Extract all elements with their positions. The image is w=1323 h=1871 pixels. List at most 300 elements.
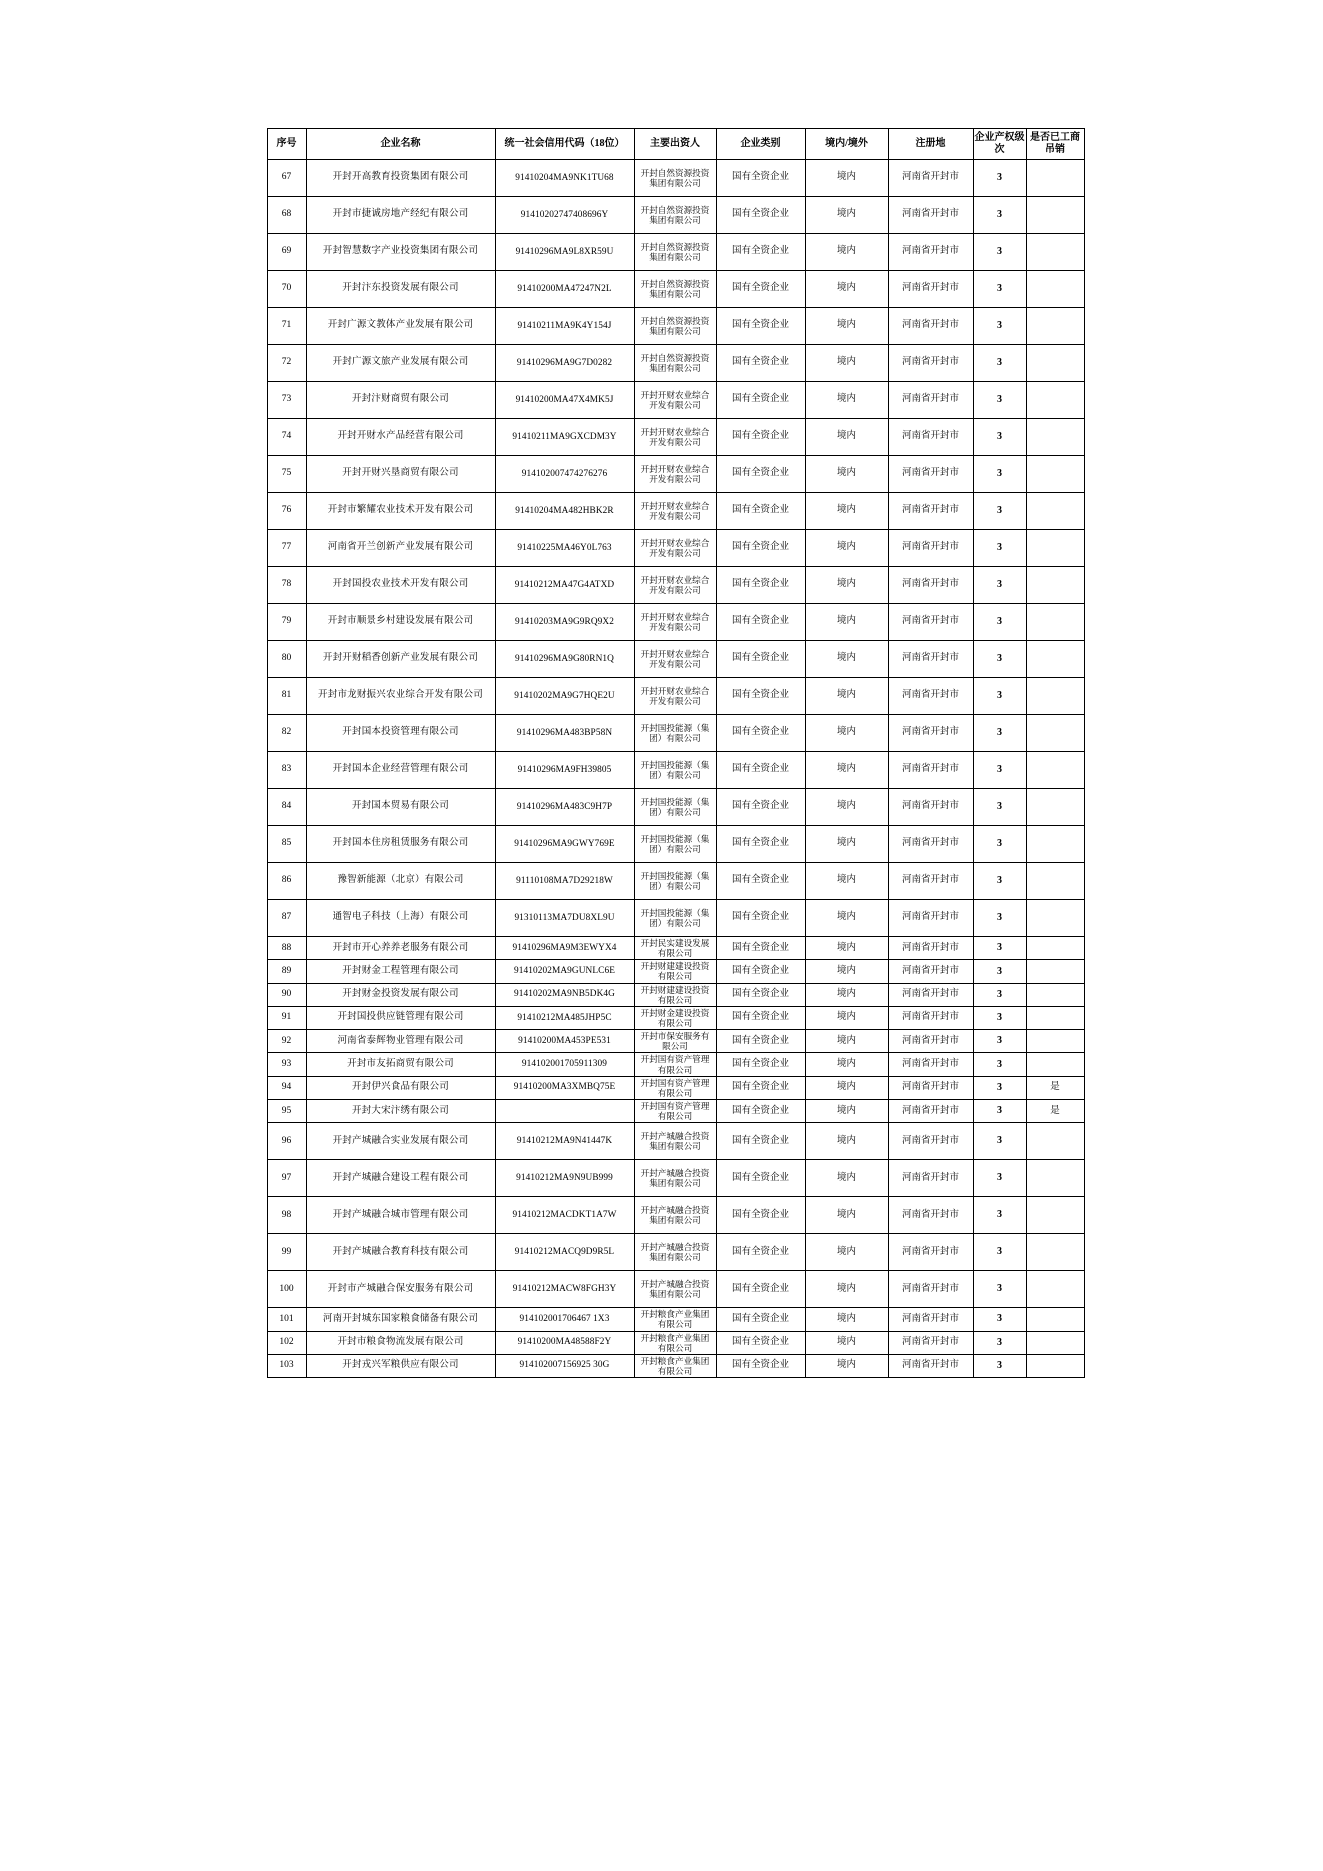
cell-regplace: 河南省开封市 [888, 160, 973, 197]
cell-territory: 境内 [805, 715, 888, 752]
cell-territory: 境内 [805, 937, 888, 960]
cell-territory: 境内 [805, 234, 888, 271]
cell-investor: 开封开财农业综合开发有限公司 [634, 604, 716, 641]
cell-seq: 71 [267, 308, 306, 345]
cell-seq: 92 [267, 1030, 306, 1053]
table-row [267, 1234, 1084, 1271]
cell-seq: 91 [267, 1006, 306, 1029]
cell-investor: 开封开财农业综合开发有限公司 [634, 419, 716, 456]
cell-seq: 81 [267, 678, 306, 715]
cell-code: 91410200MA48588F2Y [495, 1331, 634, 1354]
cell-investor: 开封产城融合投资集团有限公司 [634, 1271, 716, 1308]
cell-investor: 开封开财农业综合开发有限公司 [634, 567, 716, 604]
table-row [267, 789, 1084, 826]
cell-cancelled [1026, 1271, 1084, 1308]
table-row [267, 1030, 1084, 1053]
cell-regplace: 河南省开封市 [888, 382, 973, 419]
cell-type: 国有全资企业 [716, 1076, 805, 1099]
cell-territory: 境内 [805, 1053, 888, 1076]
cell-code: 91410202MA9G7HQE2U [495, 678, 634, 715]
cell-regplace: 河南省开封市 [888, 752, 973, 789]
cell-level: 3 [973, 1197, 1026, 1234]
cell-regplace: 河南省开封市 [888, 456, 973, 493]
cell-seq: 77 [267, 530, 306, 567]
cell-territory: 境内 [805, 1197, 888, 1234]
cell-cancelled [1026, 900, 1084, 937]
cell-investor: 开封开财农业综合开发有限公司 [634, 382, 716, 419]
table-row [267, 234, 1084, 271]
column-header-regplace: 注册地 [888, 129, 973, 160]
table-row [267, 1123, 1084, 1160]
cell-level: 3 [973, 900, 1026, 937]
cell-cancelled [1026, 826, 1084, 863]
cell-level: 3 [973, 1354, 1026, 1377]
cell-investor: 开封国有资产管理有限公司 [634, 1053, 716, 1076]
cell-code: 91410212MA485JHP5C [495, 1006, 634, 1029]
cell-regplace: 河南省开封市 [888, 419, 973, 456]
cell-investor: 开封粮食产业集团有限公司 [634, 1308, 716, 1331]
cell-territory: 境内 [805, 604, 888, 641]
cell-seq: 98 [267, 1197, 306, 1234]
cell-investor: 开封产城融合投资集团有限公司 [634, 1234, 716, 1271]
table-row [267, 1308, 1084, 1331]
cell-name: 开封市友拓商贸有限公司 [306, 1053, 495, 1076]
cell-name: 开封大宋汴绣有限公司 [306, 1099, 495, 1122]
cell-name: 开封产城融合城市管理有限公司 [306, 1197, 495, 1234]
table-row [267, 419, 1084, 456]
cell-territory: 境内 [805, 197, 888, 234]
cell-investor: 开封财建建设投资有限公司 [634, 960, 716, 983]
cell-code: 91310113MA7DU8XL9U [495, 900, 634, 937]
cell-territory: 境内 [805, 1331, 888, 1354]
cell-seq: 69 [267, 234, 306, 271]
cell-type: 国有全资企业 [716, 456, 805, 493]
cell-code: 91410296MA9G7D0282 [495, 345, 634, 382]
cell-territory: 境内 [805, 567, 888, 604]
cell-cancelled [1026, 530, 1084, 567]
cell-type: 国有全资企业 [716, 678, 805, 715]
cell-code: 91410296MA9G80RN1Q [495, 641, 634, 678]
cell-type: 国有全资企业 [716, 1331, 805, 1354]
cell-cancelled [1026, 1160, 1084, 1197]
table-row [267, 197, 1084, 234]
cell-investor: 开封开财农业综合开发有限公司 [634, 641, 716, 678]
cell-type: 国有全资企业 [716, 1271, 805, 1308]
cell-name: 开封开高教育投资集团有限公司 [306, 160, 495, 197]
cell-seq: 83 [267, 752, 306, 789]
cell-name: 开封汴财商贸有限公司 [306, 382, 495, 419]
cell-investor: 开封民实建设发展有限公司 [634, 937, 716, 960]
column-header-cancelled: 是否已工商吊销 [1026, 129, 1084, 160]
cell-name: 开封财金工程管理有限公司 [306, 960, 495, 983]
cell-regplace: 河南省开封市 [888, 863, 973, 900]
cell-investor: 开封国投能源（集团）有限公司 [634, 900, 716, 937]
cell-cancelled [1026, 567, 1084, 604]
column-header-name: 企业名称 [306, 129, 495, 160]
cell-code: 91410204MA482HBK2R [495, 493, 634, 530]
cell-type: 国有全资企业 [716, 789, 805, 826]
cell-cancelled [1026, 1006, 1084, 1029]
table-row [267, 752, 1084, 789]
cell-seq: 97 [267, 1160, 306, 1197]
cell-territory: 境内 [805, 345, 888, 382]
cell-cancelled [1026, 1030, 1084, 1053]
column-header-type: 企业类别 [716, 129, 805, 160]
cell-type: 国有全资企业 [716, 493, 805, 530]
cell-seq: 95 [267, 1099, 306, 1122]
cell-type: 国有全资企业 [716, 1234, 805, 1271]
cell-investor: 开封国投能源（集团）有限公司 [634, 715, 716, 752]
cell-name: 开封国本贸易有限公司 [306, 789, 495, 826]
cell-regplace: 河南省开封市 [888, 715, 973, 752]
cell-investor: 开封产城融合投资集团有限公司 [634, 1197, 716, 1234]
cell-cancelled [1026, 1123, 1084, 1160]
cell-seq: 67 [267, 160, 306, 197]
cell-type: 国有全资企业 [716, 197, 805, 234]
cell-type: 国有全资企业 [716, 1099, 805, 1122]
cell-code: 91110108MA7D29218W [495, 863, 634, 900]
cell-code: 91410202MA9NB5DK4G [495, 983, 634, 1006]
cell-name: 开封市粮食物流发展有限公司 [306, 1331, 495, 1354]
table-row [267, 1053, 1084, 1076]
cell-code: 91410296MA483C9H7P [495, 789, 634, 826]
cell-investor: 开封产城融合投资集团有限公司 [634, 1160, 716, 1197]
cell-code: 914102001706467 1X3 [495, 1308, 634, 1331]
cell-seq: 96 [267, 1123, 306, 1160]
cell-territory: 境内 [805, 789, 888, 826]
cell-level: 3 [973, 382, 1026, 419]
cell-code: 91410296MA9L8XR59U [495, 234, 634, 271]
cell-name: 开封开财水产品经营有限公司 [306, 419, 495, 456]
cell-seq: 74 [267, 419, 306, 456]
cell-regplace: 河南省开封市 [888, 1331, 973, 1354]
cell-territory: 境内 [805, 1030, 888, 1053]
cell-type: 国有全资企业 [716, 382, 805, 419]
cell-regplace: 河南省开封市 [888, 641, 973, 678]
cell-regplace: 河南省开封市 [888, 1234, 973, 1271]
column-header-level: 企业产权级次 [973, 129, 1026, 160]
cell-level: 3 [973, 271, 1026, 308]
cell-seq: 90 [267, 983, 306, 1006]
table-row [267, 382, 1084, 419]
cell-regplace: 河南省开封市 [888, 493, 973, 530]
cell-level: 3 [973, 1331, 1026, 1354]
cell-seq: 87 [267, 900, 306, 937]
cell-level: 3 [973, 1271, 1026, 1308]
cell-code: 91410212MA47G4ATXD [495, 567, 634, 604]
cell-code: 91410211MA9K4Y154J [495, 308, 634, 345]
cell-investor: 开封自然资源投资集团有限公司 [634, 345, 716, 382]
table-header-row [267, 129, 1084, 160]
cell-level: 3 [973, 960, 1026, 983]
cell-level: 3 [973, 1160, 1026, 1197]
cell-level: 3 [973, 641, 1026, 678]
cell-cancelled [1026, 160, 1084, 197]
cell-seq: 78 [267, 567, 306, 604]
table-row [267, 345, 1084, 382]
cell-level: 3 [973, 1030, 1026, 1053]
cell-cancelled [1026, 419, 1084, 456]
cell-territory: 境内 [805, 826, 888, 863]
cell-code: 91410212MA9N9UB999 [495, 1160, 634, 1197]
cell-investor: 开封自然资源投资集团有限公司 [634, 160, 716, 197]
cell-code: 91410203MA9G9RQ9X2 [495, 604, 634, 641]
cell-name: 开封开财稻香创新产业发展有限公司 [306, 641, 495, 678]
cell-territory: 境内 [805, 1006, 888, 1029]
cell-cancelled [1026, 493, 1084, 530]
cell-cancelled [1026, 382, 1084, 419]
cell-investor: 开封粮食产业集团有限公司 [634, 1354, 716, 1377]
cell-level: 3 [973, 345, 1026, 382]
cell-seq: 102 [267, 1331, 306, 1354]
cell-code: 91410296MA9M3EWYX4 [495, 937, 634, 960]
cell-regplace: 河南省开封市 [888, 1006, 973, 1029]
cell-regplace: 河南省开封市 [888, 308, 973, 345]
cell-code [495, 1099, 634, 1122]
cell-name: 开封广源文教体产业发展有限公司 [306, 308, 495, 345]
cell-cancelled [1026, 715, 1084, 752]
cell-seq: 76 [267, 493, 306, 530]
cell-seq: 73 [267, 382, 306, 419]
cell-cancelled [1026, 604, 1084, 641]
cell-territory: 境内 [805, 678, 888, 715]
cell-territory: 境内 [805, 1123, 888, 1160]
cell-cancelled [1026, 641, 1084, 678]
cell-type: 国有全资企业 [716, 1354, 805, 1377]
cell-type: 国有全资企业 [716, 419, 805, 456]
cell-investor: 开封开财农业综合开发有限公司 [634, 493, 716, 530]
cell-name: 开封汴东投资发展有限公司 [306, 271, 495, 308]
cell-cancelled [1026, 197, 1084, 234]
cell-investor: 开封开财农业综合开发有限公司 [634, 678, 716, 715]
cell-level: 3 [973, 1099, 1026, 1122]
cell-regplace: 河南省开封市 [888, 983, 973, 1006]
cell-name: 开封国本投资管理有限公司 [306, 715, 495, 752]
cell-investor: 开封市保安服务有限公司 [634, 1030, 716, 1053]
table-row [267, 641, 1084, 678]
cell-cancelled [1026, 1197, 1084, 1234]
cell-cancelled [1026, 456, 1084, 493]
cell-name: 河南省泰辉物业管理有限公司 [306, 1030, 495, 1053]
cell-cancelled [1026, 752, 1084, 789]
cell-territory: 境内 [805, 1099, 888, 1122]
table-row [267, 271, 1084, 308]
cell-type: 国有全资企业 [716, 863, 805, 900]
cell-type: 国有全资企业 [716, 752, 805, 789]
table-row [267, 960, 1084, 983]
table-row [267, 1354, 1084, 1377]
cell-type: 国有全资企业 [716, 1053, 805, 1076]
cell-territory: 境内 [805, 863, 888, 900]
cell-cancelled [1026, 1331, 1084, 1354]
cell-investor: 开封国投能源（集团）有限公司 [634, 752, 716, 789]
cell-type: 国有全资企业 [716, 530, 805, 567]
cell-level: 3 [973, 197, 1026, 234]
cell-investor: 开封自然资源投资集团有限公司 [634, 271, 716, 308]
cell-level: 3 [973, 789, 1026, 826]
cell-seq: 100 [267, 1271, 306, 1308]
cell-territory: 境内 [805, 641, 888, 678]
cell-code: 91410204MA9NK1TU68 [495, 160, 634, 197]
cell-regplace: 河南省开封市 [888, 1099, 973, 1122]
cell-type: 国有全资企业 [716, 715, 805, 752]
cell-investor: 开封自然资源投资集团有限公司 [634, 308, 716, 345]
cell-type: 国有全资企业 [716, 1006, 805, 1029]
cell-regplace: 河南省开封市 [888, 1354, 973, 1377]
cell-territory: 境内 [805, 1354, 888, 1377]
cell-name: 开封市捷诚房地产经纪有限公司 [306, 197, 495, 234]
table-row [267, 1331, 1084, 1354]
cell-territory: 境内 [805, 160, 888, 197]
cell-name: 开封国投供应链管理有限公司 [306, 1006, 495, 1029]
cell-level: 3 [973, 419, 1026, 456]
cell-seq: 79 [267, 604, 306, 641]
cell-regplace: 河南省开封市 [888, 960, 973, 983]
cell-type: 国有全资企业 [716, 1308, 805, 1331]
cell-cancelled [1026, 863, 1084, 900]
table-row [267, 456, 1084, 493]
cell-investor: 开封自然资源投资集团有限公司 [634, 197, 716, 234]
cell-territory: 境内 [805, 900, 888, 937]
table-row [267, 308, 1084, 345]
cell-name: 开封伊兴食品有限公司 [306, 1076, 495, 1099]
cell-regplace: 河南省开封市 [888, 271, 973, 308]
cell-type: 国有全资企业 [716, 345, 805, 382]
cell-level: 3 [973, 530, 1026, 567]
cell-cancelled [1026, 983, 1084, 1006]
cell-code: 91410212MACW8FGH3Y [495, 1271, 634, 1308]
cell-cancelled [1026, 937, 1084, 960]
cell-type: 国有全资企业 [716, 567, 805, 604]
cell-seq: 75 [267, 456, 306, 493]
table-container [267, 128, 1080, 1378]
table-row [267, 604, 1084, 641]
cell-name: 豫智新能源（北京）有限公司 [306, 863, 495, 900]
cell-name: 河南省开兰创新产业发展有限公司 [306, 530, 495, 567]
cell-territory: 境内 [805, 382, 888, 419]
cell-level: 3 [973, 493, 1026, 530]
cell-territory: 境内 [805, 752, 888, 789]
cell-level: 3 [973, 1053, 1026, 1076]
cell-code: 91410296MA9GWY769E [495, 826, 634, 863]
cell-investor: 开封财建建设投资有限公司 [634, 983, 716, 1006]
table-row [267, 983, 1084, 1006]
cell-code: 91410211MA9GXCDM3Y [495, 419, 634, 456]
cell-regplace: 河南省开封市 [888, 937, 973, 960]
cell-seq: 82 [267, 715, 306, 752]
cell-name: 通智电子科技（上海）有限公司 [306, 900, 495, 937]
cell-cancelled [1026, 1053, 1084, 1076]
cell-cancelled [1026, 789, 1084, 826]
cell-level: 3 [973, 678, 1026, 715]
cell-name: 开封财金投资发展有限公司 [306, 983, 495, 1006]
cell-name: 开封国本住房租赁服务有限公司 [306, 826, 495, 863]
cell-cancelled [1026, 678, 1084, 715]
cell-regplace: 河南省开封市 [888, 234, 973, 271]
cell-type: 国有全资企业 [716, 308, 805, 345]
cell-investor: 开封开财农业综合开发有限公司 [634, 456, 716, 493]
cell-seq: 103 [267, 1354, 306, 1377]
cell-regplace: 河南省开封市 [888, 678, 973, 715]
cell-cancelled [1026, 1308, 1084, 1331]
cell-level: 3 [973, 456, 1026, 493]
column-header-seq: 序号 [267, 129, 306, 160]
cell-territory: 境内 [805, 419, 888, 456]
cell-seq: 101 [267, 1308, 306, 1331]
table-header [267, 129, 1084, 160]
cell-regplace: 河南省开封市 [888, 789, 973, 826]
cell-regplace: 河南省开封市 [888, 530, 973, 567]
cell-regplace: 河南省开封市 [888, 1271, 973, 1308]
cell-regplace: 河南省开封市 [888, 1123, 973, 1160]
cell-seq: 68 [267, 197, 306, 234]
table-row [267, 715, 1084, 752]
state-owned-enterprises-table [267, 128, 1085, 1378]
cell-code: 91410212MACQ9D9R5L [495, 1234, 634, 1271]
cell-regplace: 河南省开封市 [888, 1030, 973, 1053]
table-row [267, 1006, 1084, 1029]
cell-regplace: 河南省开封市 [888, 604, 973, 641]
cell-name: 河南开封城东国家粮食储备有限公司 [306, 1308, 495, 1331]
cell-type: 国有全资企业 [716, 937, 805, 960]
cell-seq: 72 [267, 345, 306, 382]
table-row [267, 530, 1084, 567]
cell-code: 91410212MACDKT1A7W [495, 1197, 634, 1234]
cell-level: 3 [973, 1234, 1026, 1271]
cell-investor: 开封财金建设投资有限公司 [634, 1006, 716, 1029]
table-row [267, 900, 1084, 937]
cell-type: 国有全资企业 [716, 1160, 805, 1197]
cell-cancelled [1026, 308, 1084, 345]
cell-regplace: 河南省开封市 [888, 1076, 973, 1099]
cell-code: 914102007474276276 [495, 456, 634, 493]
cell-name: 开封市顺景乡村建设发展有限公司 [306, 604, 495, 641]
cell-code: 914102001705911309 [495, 1053, 634, 1076]
cell-regplace: 河南省开封市 [888, 900, 973, 937]
cell-investor: 开封自然资源投资集团有限公司 [634, 234, 716, 271]
cell-investor: 开封粮食产业集团有限公司 [634, 1331, 716, 1354]
cell-type: 国有全资企业 [716, 641, 805, 678]
cell-name: 开封国投农业技术开发有限公司 [306, 567, 495, 604]
cell-cancelled [1026, 271, 1084, 308]
cell-seq: 84 [267, 789, 306, 826]
cell-investor: 开封国有资产管理有限公司 [634, 1099, 716, 1122]
cell-level: 3 [973, 715, 1026, 752]
table-row [267, 863, 1084, 900]
cell-cancelled [1026, 1234, 1084, 1271]
cell-type: 国有全资企业 [716, 960, 805, 983]
cell-regplace: 河南省开封市 [888, 567, 973, 604]
cell-regplace: 河南省开封市 [888, 1197, 973, 1234]
cell-name: 开封戎兴军粮供应有限公司 [306, 1354, 495, 1377]
cell-name: 开封市产城融合保安服务有限公司 [306, 1271, 495, 1308]
cell-name: 开封广源文旅产业发展有限公司 [306, 345, 495, 382]
table-row [267, 1271, 1084, 1308]
cell-code: 91410296MA483BP58N [495, 715, 634, 752]
cell-level: 3 [973, 1308, 1026, 1331]
cell-territory: 境内 [805, 271, 888, 308]
cell-level: 3 [973, 752, 1026, 789]
cell-investor: 开封国投能源（集团）有限公司 [634, 863, 716, 900]
cell-type: 国有全资企业 [716, 160, 805, 197]
cell-level: 3 [973, 1006, 1026, 1029]
cell-seq: 80 [267, 641, 306, 678]
column-header-investor: 主要出资人 [634, 129, 716, 160]
cell-code: 91410200MA47247N2L [495, 271, 634, 308]
cell-regplace: 河南省开封市 [888, 197, 973, 234]
cell-territory: 境内 [805, 1308, 888, 1331]
cell-seq: 89 [267, 960, 306, 983]
